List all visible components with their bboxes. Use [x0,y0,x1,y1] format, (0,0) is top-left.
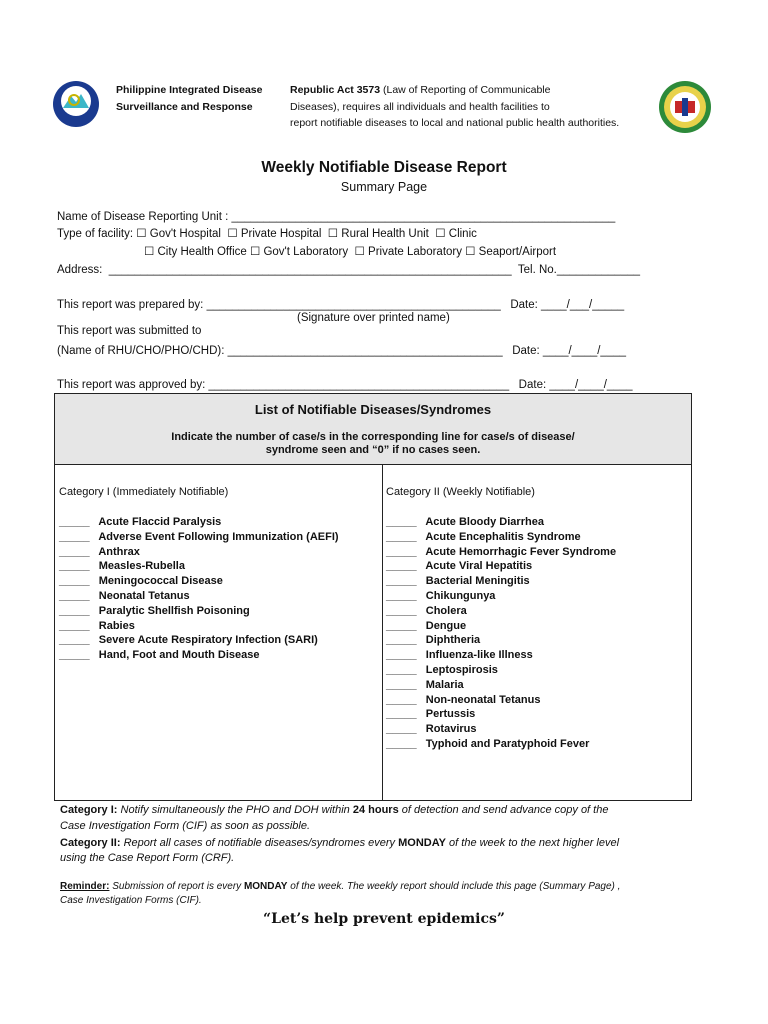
instructions-line1: Indicate the number of case/s in the corresponding line for case/s of disease/ [171,431,575,443]
category1-note-label: Category I: [60,804,118,816]
category1-note-text-b: of detection and send advance copy of the [398,804,609,816]
facility-type-row2[interactable]: ☐ City Health Office ☐ Gov't Laboratory ☐ Private Laboratory ☐ Seaport/Airport [144,246,557,258]
category2-note-day: MONDAY [398,837,446,849]
disease-entry[interactable]: _____ Leptospirosis [386,664,498,676]
prepared-by-field[interactable]: This report was prepared by: ______________________________________________ Date: ____/___/_____ [57,299,625,311]
disease-entry[interactable]: _____ Chikungunya [386,590,496,602]
disease-entry[interactable]: _____ Bacterial Meningitis [386,575,530,588]
republic-act-line3: report notifiable diseases to local and national public health authorities. [290,117,620,129]
category1-note-deadline: 24 hours [352,804,399,816]
page-subtitle: Summary Page [340,180,428,194]
disease-entry[interactable]: _____ Acute Hemorrhagic Fever Syndrome [386,545,617,558]
category1-note [60,804,608,816]
disease-entry[interactable]: _____ Meningococcal Disease [59,575,223,588]
disease-entry[interactable]: _____ Cholera [386,604,467,617]
doh-seal [658,80,712,134]
republic-act-line1 [290,84,550,96]
category2-note-text-a: Report all cases of notifiable diseases/syndromes every [120,837,399,849]
reminder-note [60,881,620,892]
reminder-text-a: Submission of report is every [109,881,244,892]
disease-entry[interactable]: _____ Acute Flaccid Paralysis [59,516,222,528]
category2-note-label: Category II: [60,837,121,849]
disease-entry[interactable]: _____ Anthrax [59,545,140,558]
disease-entry[interactable]: _____ Malaria [386,678,464,691]
disease-list-title: List of Notifiable Diseases/Syndromes [254,402,492,417]
submitted-to-field[interactable]: (Name of RHU/CHO/PHO/CHD): ___________________________________________ Date: ____/____/____ [57,345,627,357]
disease-entry[interactable]: _____ Dengue [386,619,467,632]
category2-title: Category II (Weekly Notifiable) [386,486,535,498]
reporting-unit-field[interactable]: Name of Disease Reporting Unit : ____________________________________________________________ [57,211,616,223]
disease-entry[interactable]: _____ Severe Acute Respiratory Infection (SARI) [59,634,318,647]
republic-act-line2: Diseases), requires all individuals and health facilities to [290,101,550,113]
org-name-line1: Philippine Integrated Disease [116,84,263,96]
address-field[interactable]: Address: _______________________________________________________________ Tel. No._____________ [57,264,641,276]
approved-by-field[interactable]: This report was approved by: _______________________________________________ Date: ____/____/____ [57,379,633,391]
reminder-label: Reminder: [60,881,110,892]
disease-list-instructions [55,431,691,457]
disease-entry[interactable]: _____ Measles-Rubella [59,560,185,573]
disease-list-header [55,394,691,465]
reminder-note-line2: Case Investigation Forms (CIF). [60,895,202,906]
slogan: “Let’s help prevent epidemics” [263,911,505,927]
disease-entry[interactable]: _____ Acute Viral Hepatitis [386,560,533,573]
category1-title: Category I (Immediately Notifiable) [59,486,229,498]
disease-list-box [54,393,692,801]
disease-entry[interactable]: _____ Influenza-like Illness [386,649,533,662]
disease-entry[interactable]: _____ Non-neonatal Tetanus [386,693,541,706]
disease-entry[interactable]: _____ Acute Encephalitis Syndrome [386,530,581,543]
disease-entry[interactable]: _____ Diphtheria [386,634,481,647]
org-name-line2: Surveillance and Response [116,101,253,113]
disease-entry[interactable]: _____ Pertussis [386,708,476,721]
disease-entry[interactable]: _____ Typhoid and Paratyphoid Fever [386,738,590,750]
reminder-text-b: of the week. The weekly report should include this page (Summary Page) , [287,881,621,892]
signature-caption: (Signature over printed name) [297,312,450,324]
republic-act-desc: (Law of Reporting of Communicable [380,84,551,96]
facility-type-row1[interactable]: Type of facility: ☐ Gov't Hospital ☐ Private Hospital ☐ Rural Health Unit ☐ Clinic [57,228,477,240]
category2-note-text-b: of the week to the next higher level [445,837,620,849]
republic-act-label: Republic Act 3573 [290,84,381,96]
disease-entry[interactable]: _____ Hand, Foot and Mouth Disease [59,649,260,662]
page-title: Weekly Notifiable Disease Report [261,159,507,176]
disease-entry[interactable]: _____ Acute Bloody Diarrhea [386,516,544,528]
category1-note-text-a: Notify simultaneously the PHO and DOH within [117,804,353,816]
pidsr-logo [52,80,100,128]
disease-entry[interactable]: _____ Rabies [59,619,135,632]
disease-entry[interactable]: _____ Adverse Event Following Immunization (AEFI) [59,530,339,543]
column-divider [382,464,383,800]
category2-note [60,837,619,849]
instructions-line2: syndrome seen and “0” if no cases seen. [265,444,481,456]
disease-entry[interactable]: _____ Rotavirus [386,723,477,736]
disease-entry[interactable]: _____ Neonatal Tetanus [59,590,190,602]
category2-note-line2: using the Case Report Form (CRF). [60,852,235,864]
submitted-to-label: This report was submitted to [57,325,202,337]
disease-entry[interactable]: _____ Paralytic Shellfish Poisoning [59,604,250,617]
reminder-day: MONDAY [243,881,288,892]
category1-note-line2: Case Investigation Form (CIF) as soon as possible. [60,820,311,832]
